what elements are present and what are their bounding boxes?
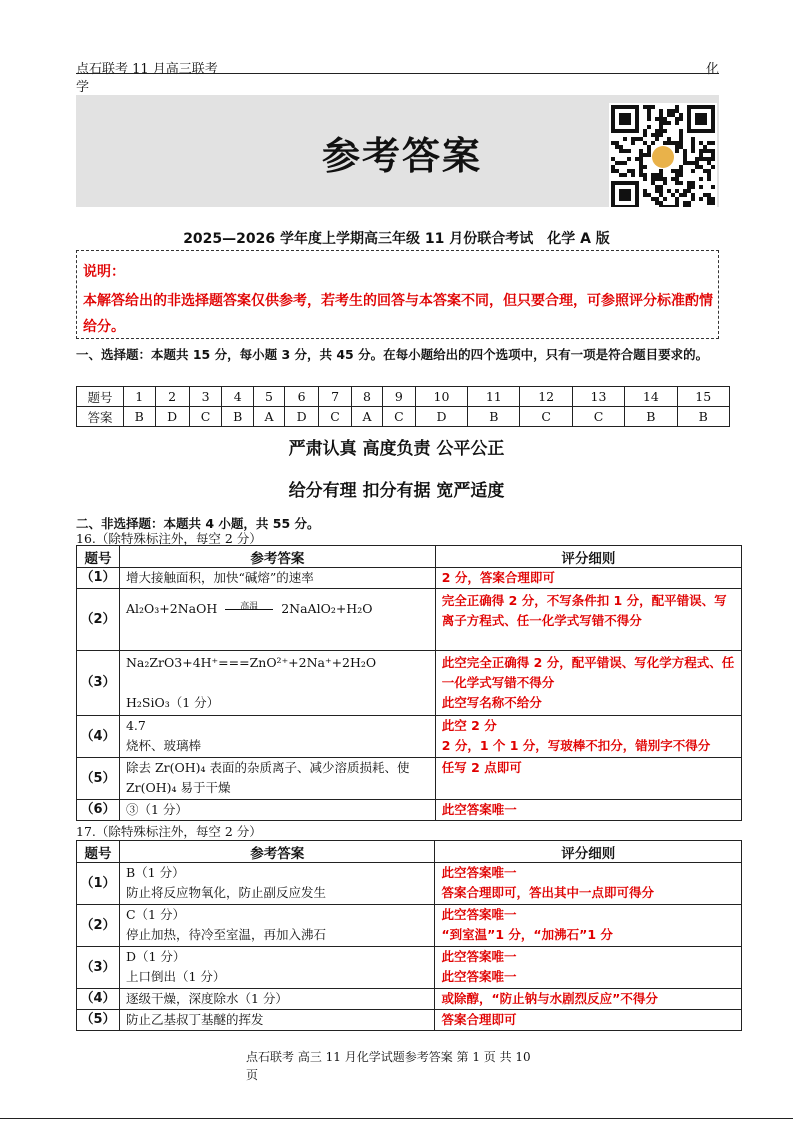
table-row [77,989,742,1010]
q17-4-answer: 逐级干燥，深度除水（1 分） [119,989,434,1010]
mcq-answer-table [76,386,730,427]
q17-table [76,840,742,1031]
q16-4-answer-a: 4.7 [125,718,146,733]
q17-1-rubric [435,863,742,905]
header-right: 化 [706,62,720,77]
bottom-divider [0,1118,793,1119]
q16-4-answer [119,716,435,758]
col-rubric: 评分细则 [435,546,741,568]
table-row [77,589,742,651]
q17-5-num: （5） [77,1010,120,1031]
q16-6-num: （6） [77,800,120,821]
q17-3-rubric-a: 此空答案唯一 [441,949,517,964]
mcq-number-cell: 14 [625,387,677,407]
mcq-number-cell: 15 [677,387,730,407]
equation-condition: 高温 [240,602,259,612]
equation-reactants: Al₂O₃+2NaOH [125,601,218,616]
mcq-answer-cell: D [285,407,319,427]
q16-4-rubric-a: 此空 2 分 [441,718,497,733]
footer-wrap: 页 [246,1068,259,1082]
mcq-number-cell: 4 [222,387,254,407]
q16-2-num: （2） [77,589,120,651]
q16-4-rubric [435,716,741,758]
exam-title: 2025—2026 学年度上学期高三年级 11 月份联合考试 化学 A 版 [183,231,610,247]
q17-2-rubric-a: 此空答案唯一 [441,907,517,922]
q16-2-answer [119,589,435,651]
q16-1-answer: 增大接触面积，加快“碱熔”的速率 [119,568,435,589]
q16-3-answer-b: H₂SiO₃（1 分） [125,695,220,710]
table-row [77,716,742,758]
mcq-answer-cell: C [572,407,624,427]
mcq-number-cell: 10 [415,387,467,407]
q17-2-rubric [435,905,742,947]
q16-3-answer [119,651,435,716]
q16-3-rubric-b: 此空写名称不给分 [441,695,542,710]
q17-4-rubric: 或除醇，“防止钠与水剧烈反应”不得分 [435,989,742,1010]
notice-body: 本解答给出的非选择题答案仅供参考，若考生的回答与本答案不同，但只要合理，可参照评分标准酌情给分。 [83,293,713,335]
mcq-answer-cell: B [222,407,254,427]
table-row [77,863,742,905]
mcq-row-label: 题号 [77,387,124,407]
col-num: 题号 [77,546,120,568]
mcq-number-cell: 11 [468,387,520,407]
q16-3-rubric [435,651,741,716]
table-header [77,841,742,863]
col-answer: 参考答案 [119,546,435,568]
mcq-answer-cell: B [468,407,520,427]
motto-line-1: 严肃认真 高度负责 公平公正 [288,439,505,459]
table-row [77,800,742,821]
q16-5-num: （5） [77,758,120,800]
q16-1-rubric: 2 分，答案合理即可 [435,568,741,589]
mcq-answer-cell: B [625,407,677,427]
q17-2-answer-a: C（1 分） [125,907,185,922]
mcq-answer-cell: C [383,407,416,427]
q16-6-answer: ③（1 分） [119,800,435,821]
page-footer [246,1048,566,1084]
q17-5-answer: 防止乙基叔丁基醚的挥发 [119,1010,434,1031]
mcq-answer-cell: C [189,407,222,427]
q16-5-rubric: 任写 2 点即可 [435,758,741,800]
mcq-row-label: 答案 [77,407,124,427]
q16-4-rubric-b: 2 分，1 个 1 分，写玻棒不扣分，错别字不得分 [441,738,711,753]
table-row [77,947,742,989]
q17-3-rubric-b: 此空答案唯一 [441,969,517,984]
q16-5-answer: 除去 Zr(OH)₄ 表面的杂质离子、减少溶质损耗、使 Zr(OH)₄ 易于干燥 [119,758,435,800]
mcq-answer-cell: C [520,407,572,427]
mcq-number-cell: 13 [572,387,624,407]
q17-3-answer-b: 上口倒出（1 分） [125,969,226,984]
mcq-answer-cell: A [351,407,382,427]
notice-box [76,250,719,339]
q17-1-answer-b: 防止将反应物氧化，防止副反应发生 [125,885,326,900]
q16-3-num: （3） [77,651,120,716]
header-wrap: 学 [76,80,90,95]
q17-2-answer-b: 停止加热，待冷至室温，再加入沸石 [125,927,326,942]
mcq-answer-cell: B [124,407,156,427]
notice-heading: 说明： [83,264,125,280]
mcq-number-cell: 9 [383,387,416,407]
mcq-number-cell: 3 [189,387,222,407]
q17-1-rubric-a: 此空答案唯一 [441,865,517,880]
q17-2-rubric-b: “到室温”1 分，“加沸石”1 分 [441,927,613,942]
mcq-number-cell: 5 [254,387,285,407]
table-row [77,1010,742,1031]
q16-6-rubric: 此空答案唯一 [435,800,741,821]
section1-title: 一、选择题：本题共 15 分，每小题 3 分，共 45 分。在每小题给出的四个选项中，只有一项是符合题目要求的。 [76,347,709,362]
q17-4-num: （4） [77,989,120,1010]
q17-5-rubric: 答案合理即可 [435,1010,742,1031]
header-divider [76,73,719,74]
q17-3-answer [119,947,434,989]
mcq-answer-cell: C [319,407,352,427]
q16-2-rubric: 完全正确得 2 分，不写条件扣 1 分，配平错误、写离子方程式、任一化学式写错不得分 [435,589,741,651]
table-row [77,905,742,947]
col-num: 题号 [77,841,120,863]
mcq-answer-cell: A [254,407,285,427]
mcq-number-row [77,387,730,407]
q17-3-num: （3） [77,947,120,989]
q17-1-num: （1） [77,863,120,905]
q16-table [76,545,742,821]
col-rubric: 评分细则 [435,841,742,863]
q16-1-num: （1） [77,568,120,589]
q17-1-rubric-b: 答案合理即可，答出其中一点即可得分 [441,885,654,900]
mcq-answer-cell: B [677,407,730,427]
banner-title: 参考答案 [322,133,483,178]
equation-arrow-line [225,609,273,610]
footer-text: 点石联考 高三 11 月化学试题参考答案 第 1 页 共 10 [246,1050,531,1064]
col-answer: 参考答案 [119,841,434,863]
mcq-number-cell: 12 [520,387,572,407]
q17-2-answer [119,905,434,947]
mcq-answer-cell: D [155,407,189,427]
q16-note: 16.（除特殊标注外，每空 2 分） [76,531,262,546]
equation-products: 2NaAlO₂+H₂O [281,601,373,616]
mcq-number-cell: 1 [124,387,156,407]
mcq-number-cell: 2 [155,387,189,407]
table-row [77,568,742,589]
answer-banner [76,95,719,207]
mcq-number-cell: 7 [319,387,352,407]
motto-line-2: 给分有理 扣分有据 宽严适度 [288,481,505,501]
mcq-answer-row [77,407,730,427]
table-row [77,651,742,716]
section2-title: 二、非选择题：本题共 4 小题，共 55 分。 [76,516,320,531]
q16-4-answer-b: 烧杯、玻璃棒 [125,738,201,753]
q16-3-rubric-a: 此空完全正确得 2 分，配平错误、写化学方程式、任一化学式写错不得分 [441,655,735,690]
table-row [77,758,742,800]
mcq-number-cell: 8 [351,387,382,407]
q16-4-num: （4） [77,716,120,758]
q17-3-answer-a: D（1 分） [125,949,186,964]
qr-code-icon [609,103,717,207]
q17-1-answer [119,863,434,905]
q16-3-answer-a: Na₂ZrO3+4H⁺===ZnO²⁺+2Na⁺+2H₂O [125,655,377,670]
q17-3-rubric [435,947,742,989]
q17-note: 17.（除特殊标注外，每空 2 分） [76,824,262,839]
table-header [77,546,742,568]
header-left: 点石联考 11 月高三联考 [76,62,218,77]
q17-1-answer-a: B（1 分） [125,865,185,880]
mcq-number-cell: 6 [285,387,319,407]
q17-2-num: （2） [77,905,120,947]
mcq-answer-cell: D [415,407,467,427]
